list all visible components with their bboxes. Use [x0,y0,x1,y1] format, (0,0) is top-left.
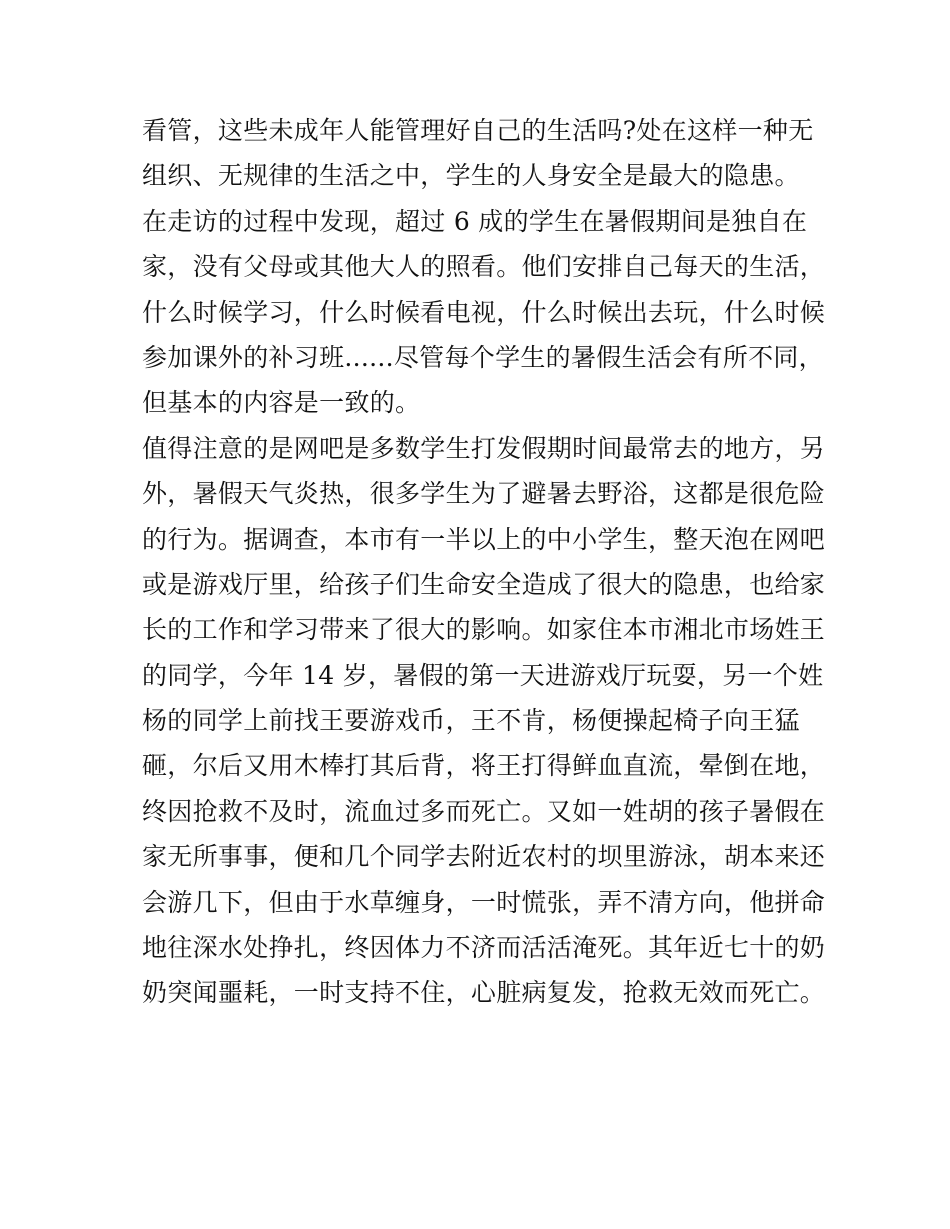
text-line: 什么时候学习，什么时候看电视，什么时候出去玩，什么时候 [142,297,826,327]
body-text [142,108,826,1016]
text-line: 地往深水处挣扎，终因体力不济而活活淹死。其年近七十的奶 [142,933,826,963]
text-line: 值得注意的是网吧是多数学生打发假期时间最常去的地方，另 [142,433,826,463]
text-line: 或是游戏厅里，给孩子们生命安全造成了很大的隐患，也给家 [142,569,826,599]
text-line: 奶突闻噩耗，一时支持不住，心脏病复发，抢救无效而死亡。 [142,978,826,1008]
text-line: 家，没有父母或其他大人的照看。他们安排自己每天的生活， [142,252,826,282]
text-line: 的行为。据调查，本市有一半以上的中小学生，整天泡在网吧 [142,524,826,554]
text-line: 外，暑假天气炎热，很多学生为了避暑去野浴，这都是很危险 [142,479,826,509]
text-line: 参加课外的补习班......尽管每个学生的暑假生活会有所不同， [142,342,824,372]
text-line: 会游几下，但由于水草缠身，一时慌张，弄不清方向，他拼命 [142,887,826,917]
text-line: 看管，这些未成年人能管理好自己的生活吗?处在这样一种无 [142,116,814,145]
text-line: 组织、无规律的生活之中，学生的人身安全是最大的隐患。 [142,161,800,191]
text-line: 家无所事事，便和几个同学去附近农村的坝里游泳，胡本来还 [142,842,826,872]
text-line: 在走访的过程中发现，超过 6 成的学生在暑假期间是独自在 [142,206,808,236]
text-line: 终因抢救不及时，流血过多而死亡。又如一姓胡的孩子暑假在 [142,796,826,826]
text-line: 长的工作和学习带来了很大的影响。如家住本市湘北市场姓王 [142,615,826,645]
text-line: 但基本的内容是一致的。 [142,388,421,418]
text-line: 砸，尔后又用木棒打其后背，将王打得鲜血直流，晕倒在地， [142,751,826,781]
text-line: 杨的同学上前找王要游戏币，王不肯，杨便操起椅子向王猛 [142,706,800,736]
text-line: 的同学，今年 14 岁，暑假的第一天进游戏厅玩耍，另一个姓 [142,660,824,690]
